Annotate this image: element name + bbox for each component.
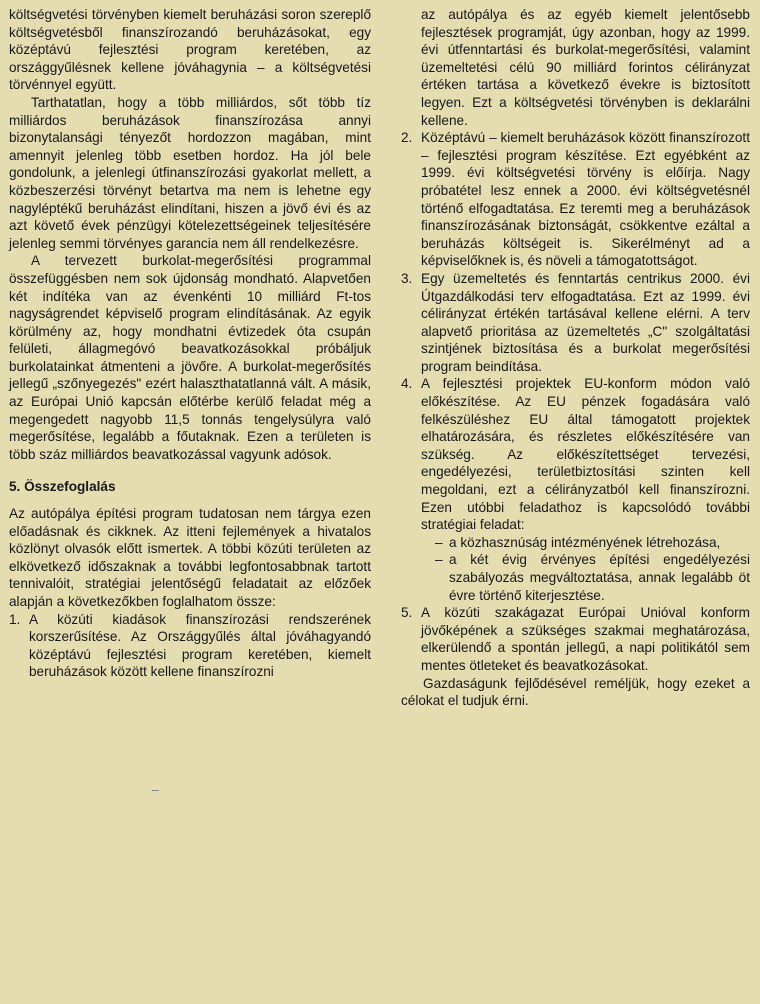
sub-list-item-text: a közhasznúság intézményének létrehozása, (449, 534, 721, 550)
list-item-4 (401, 375, 750, 604)
list-item-1-continued (401, 6, 750, 129)
paragraph-closing: Gazdaságunk fejlődésével reméljük, hogy ezeket a célokat el tudjuk érni. (401, 675, 750, 709)
summary-list-continued (401, 6, 750, 675)
list-item-text: Középtávú – kiemelt beruházások között finanszírozott – fejlesztési program készítése. Ezt egyébként az 1999. évi költségvetési törvény is előírja. Nagy próbatétel lesz ennek a 2000. évi költségvetésnél történő elfogadtatása. Ez teremti meg a beruházások finanszírozásának biztonságát, csökkentve ezáltal a beruházás költségeit is. Sikerélményt ad a képviselőknek is, és növeli a támogatottságot. (421, 130, 750, 269)
list-number: 5. (401, 605, 413, 621)
list-item-2 (401, 129, 750, 270)
right-column (401, 6, 750, 710)
list-item-5 (401, 604, 750, 674)
list-number: 4. (401, 376, 413, 392)
sub-list-item-text: a két évig érvényes építési engedélyezési szabályozás megváltoztatása, annak legalább öt évre történő kiterjesztése. (449, 552, 750, 603)
list-number: 1. (9, 611, 21, 627)
list-number: 2. (401, 130, 413, 146)
list-item-text: az autópálya és az egyéb kiemelt jelentősebb fejlesztések programját, úgy azonban, hogy az 1999. évi útfenntartási és burkolat-megerősítési, valamint üzemeltetési célú 90 milliárd forintos célirányzat értéken tartása a következő évekre is biztosított legyen. Ezt a költségvetési törvényben is deklarálni kellene. (421, 7, 750, 128)
list-item-text: A közúti kiadások finanszírozási rendszerének korszerűsítése. Az Országgyűlés által jóváhagyandó középtávú fejlesztési program keretében, kiemelt beruházások között kellene finanszírozni (29, 611, 371, 680)
list-item-1 (9, 611, 371, 681)
section-heading-summary: 5. Összefoglalás (9, 479, 116, 495)
sub-list-item-1 (421, 534, 750, 552)
left-column (9, 6, 371, 681)
dash-bullet: – (435, 552, 443, 568)
paragraph-pavement-program: A tervezett burkolat-megerősítési programmal összefüggésben nem sok újdonság mondható. Alapvetően két indítéka van az évenkénti 10 milliárd Ft-tos nagyságrendet képviselő program elindításának. Az egyik körülmény az, hogy mondhatni évtizedek óta csupán felületi, állagmegóvó beavatkozásokkal próbáljuk burkolatainkat átmenteni a jövőre. A burkolat-megerősítés jellegű „szőnyegezés" ezért halaszthatatlanná vált. A másik, az Európai Unió kapcsán előtérbe kerülő feladat még a megengedett nagyobb 11,5 tonnás tengelysúlyra való megerősítése, legalább a főutaknak. Ezen a területen is több száz milliárdos beavatkozással vagyunk adósok. (9, 253, 371, 462)
sub-list-item-2 (421, 551, 750, 604)
list-item-text: Egy üzemeltetés és fenntartás centrikus 2000. évi Útgazdálkodási terv elfogadtatása. Ezt az 1999. évi célirányzat értékén tartásával kellene elérni. A terv alapvető prioritása az üzemeltetés „C" szolgáltatási szintjének biztosítása és a burkolat megerősítési program beindítása. (421, 270, 750, 374)
list-item-3 (401, 270, 750, 376)
dash-bullet: – (435, 534, 443, 550)
sub-task-list (421, 534, 750, 604)
summary-list (9, 611, 371, 681)
list-number: 3. (401, 270, 413, 286)
list-item-text: A fejlesztési projektek EU-konform módon való előkészítése. Az EU pénzek fogadására való felkészüléshez EU által támogatott projektek elhatározására, és részletes előkészítésére van szükség. Az előkészítettséget tervezési, engedélyezési, területbiztosítási szinten kell megoldani, ezt a célirányzatból kell finanszírozni. Ezen utóbbi feladathoz is kapcsolódó további stratégiai feladat: (421, 376, 750, 533)
paragraph-financing: Tarthatatlan, hogy a több milliárdos, sőt több tíz milliárdos beruházások finanszírozása annyi bizonytalansági tényezőt hordozzon magában, mint amennyit jelenleg több esetben hordoz. Ha jól bele gondolunk, a jelenlegi útfinanszírozási gyakorlat mellett, a közbeszerzési törvényt betartva ma nem is lehetne egy nagyléptékű beruházást elindítani, hiszen a jövő évi és az azt követő évek pénzügyi kötelezettségeinek teljesítésére jelenleg semmi törvényes garancia nem áll rendelkezésre. (9, 94, 371, 251)
print-speck (152, 790, 159, 791)
paragraph-continuation: költségvetési törvényben kiemelt beruházási soron szereplő költségvetésből finanszírozandó beruházásokat, egy középtávú fejlesztési program keretében, az országgyűlésnek kellene jóváhagynia – a költségvetési törvénnyel együtt. (9, 7, 371, 93)
paragraph-summary-intro: Az autópálya építési program tudatosan nem tárgya ezen előadásnak és cikknek. Az itteni fejlemények a hivatalos közlönyt olvasók előtt ismertek. A többi közúti területen az elkövetkező időszaknak a további legfontosabbnak tartott tennivalóit, stratégiai jelentőségű feladatait az előzőek alapján a következőkben foglalhatom össze: (9, 506, 371, 609)
list-item-text: A közúti szakágazat Európai Unióval konform jövőképének a szükséges szakmai meghatározása, elkerülendő a spontán jellegű, a napi politikától sem mentes ötleteket és beavatkozásokat. (421, 605, 750, 673)
